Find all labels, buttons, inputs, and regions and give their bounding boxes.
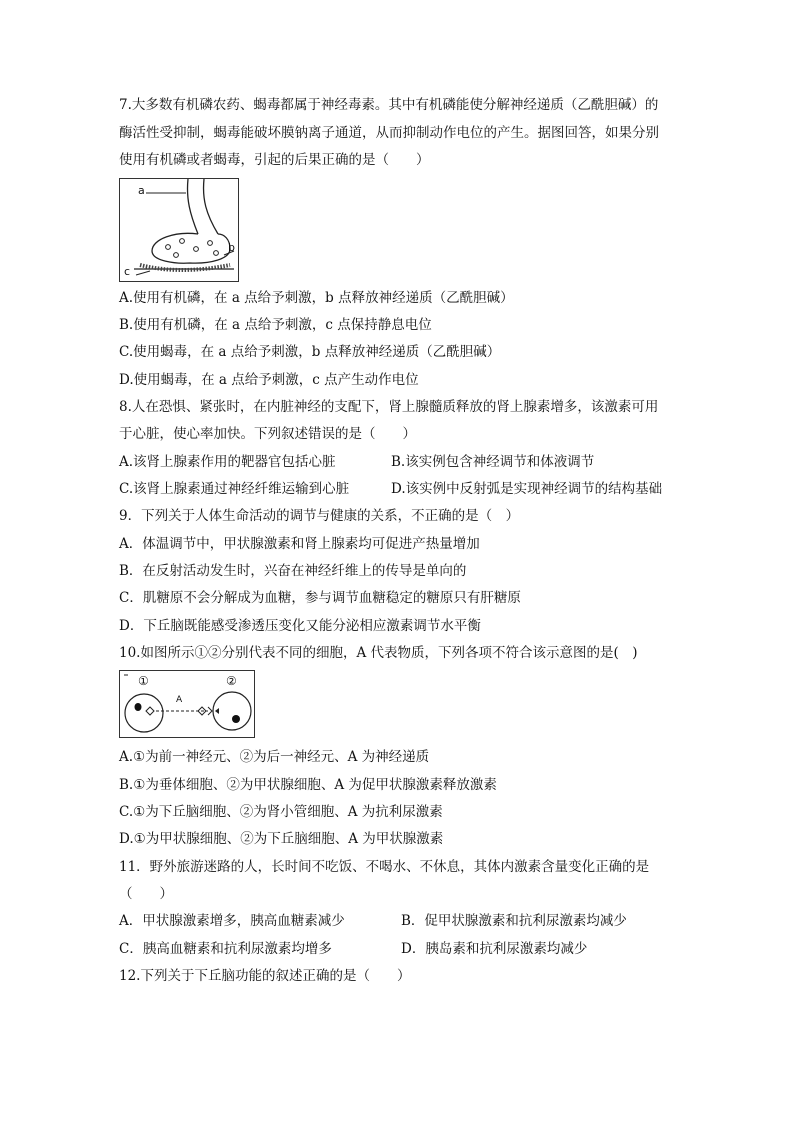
q8-stem-line-2: 于心脏，使心率加快。下列叙述错误的是（ ）	[119, 426, 416, 442]
q12-stem: 12.下列关于下丘脑功能的叙述正确的是（ ）	[119, 968, 411, 984]
q7-stem-line-1: 7.大多数有机磷农药、蝎毒都属于神经毒素。其中有机磷能使分解神经递质（乙酰胆碱）的	[119, 97, 659, 113]
q8-stem-line-1: 8.人在恐惧、紧张时，在内脏神经的支配下，肾上腺髓质释放的肾上腺素增多，该激素可用	[119, 399, 659, 415]
q9-option-d: D．下丘脑既能感受渗透压变化又能分泌相应激素调节水平衡	[119, 618, 481, 634]
q8-option-c: C.该肾上腺素通过神经纤维运输到心脏	[119, 481, 350, 497]
q11-option-b: B．促甲状腺激素和抗利尿激素均减少	[401, 913, 627, 929]
q7-option-a: A.使用有机磷，在 a 点给予刺激，b 点释放神经递质（乙酰胆碱）	[119, 290, 514, 306]
q9-stem: 9．下列关于人体生命活动的调节与健康的关系，不正确的是（ ）	[119, 508, 520, 524]
label-a: a	[138, 184, 145, 197]
q7-stem-line-2: 酶活性受抑制，蝎毒能破坏膜钠离子通道，从而抑制动作电位的产生。据图回答，如果分别	[119, 125, 659, 141]
q8-option-a: A.该肾上腺素作用的靶器官包括心脏	[119, 454, 336, 470]
q9-option-a: A．体温调节中，甲状腺激素和肾上腺素均可促进产热量增加	[119, 536, 480, 552]
q8-option-d: D.该实例中反射弧是实现神经调节的结构基础	[391, 481, 663, 497]
substance-a-label: A	[176, 695, 183, 705]
q7-stem-line-3: 使用有机磷或者蝎毒，引起的后果正确的是（ ）	[119, 152, 430, 168]
q9-option-b: B．在反射活动发生时，兴奋在神经纤维上的传导是单向的	[119, 563, 467, 579]
q10-option-b: B.①为垂体细胞、②为甲状腺细胞、A 为促甲状腺激素释放激素	[119, 777, 497, 793]
q10-option-c: C.①为下丘脑细胞、②为肾小管细胞、A 为抗利尿激素	[119, 804, 443, 820]
q7-option-d: D.使用蝎毒，在 a 点给予刺激，c 点产生动作电位	[119, 372, 419, 388]
q9-option-c: C．肌糖原不会分解成为血糖，参与调节血糖稳定的糖原只有肝糖原	[119, 590, 521, 606]
label-c: c	[124, 265, 131, 278]
label-b: b	[228, 241, 235, 254]
q10-stem: 10.如图所示①②分别代表不同的细胞，A 代表物质，下列各项不符合该示意图的是( )	[119, 645, 638, 661]
q11-stem-line-1: 11．野外旅游迷路的人，长时间不吃饭、不喝水、不休息，其体内激素含量变化正确的是	[119, 859, 650, 875]
q11-option-d: D．胰岛素和抗利尿激素均减少	[401, 941, 588, 957]
q11-option-c: C．胰高血糖素和抗利尿激素均增多	[119, 941, 332, 957]
cell-signal-figure	[119, 670, 255, 738]
q7-option-b: B.使用有机磷，在 a 点给予刺激，c 点保持静息电位	[119, 317, 432, 333]
q8-option-b: B.该实例包含神经调节和体液调节	[391, 454, 595, 470]
q10-option-d: D.①为甲状腺细胞、②为下丘脑细胞、A 为甲状腺激素	[119, 831, 444, 847]
q10-option-a: A.①为前一神经元、②为后一神经元、A 为神经递质	[119, 749, 430, 765]
q11-option-a: A．甲状腺激素增多，胰高血糖素减少	[119, 913, 345, 929]
q7-option-c: C.使用蝎毒，在 a 点给予刺激，b 点释放神经递质（乙酰胆碱）	[119, 344, 501, 360]
cell-1-label: ①	[138, 674, 149, 688]
cell-2-label: ②	[226, 674, 237, 688]
q11-stem-line-2: （ ）	[119, 886, 173, 902]
synapse-figure	[119, 178, 239, 282]
